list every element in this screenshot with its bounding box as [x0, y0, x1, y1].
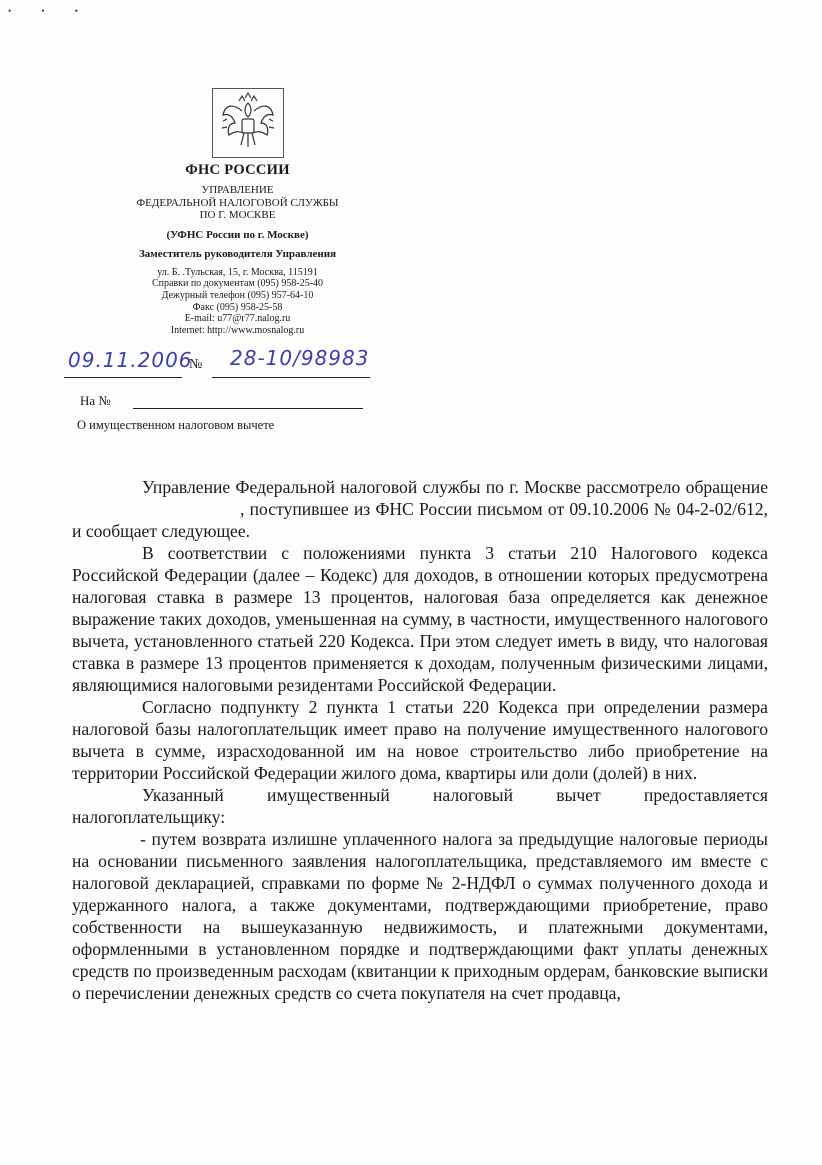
phone-documents: Справки по документам (095) 958-25-40 — [151, 278, 324, 290]
paragraph-5: - путем возврата излишне уплаченного налога за предыдущие налоговые периоды на основании письменного заявления налогоплательщика, представляемого им вместе с налоговой декларацией, справками по форме № 2-НДФЛ о суммах полученного дохода и удержанного налога, а также документами, подтверждающими приобретение, право собственности на вышеуказанную недвижимость, и платежными документами, оформленными в установленном порядке и подтверждающими факт уплаты денежных средств по произведенным расходам (квитанции к приходным ордерам, банковские выписки о перечислении денежных средств со счета покупателя на счет продавца, — [72, 829, 768, 1003]
website: Internet: http://www.mosnalog.ru — [170, 325, 305, 337]
signatory-title: Заместитель руководителя Управления — [138, 247, 337, 260]
contacts-block — [95, 267, 380, 337]
letter-subject: О имущественном налоговом вычете — [77, 418, 275, 432]
department-line-2: ФЕДЕРАЛЬНОЙ НАЛОГОВОЙ СЛУЖБЫ — [136, 196, 339, 209]
paragraph-4: Указанный имущественный налоговый вычет предоставляется налогоплательщику: — [72, 785, 768, 827]
short-name: (УФНС России по г. Москве) — [166, 228, 309, 241]
letter-body — [72, 476, 768, 1004]
email: E-mail: u77@r77.nalog.ru — [184, 313, 291, 325]
reference-label: На № — [80, 393, 111, 408]
paragraph-1-start: Управление Федеральной налоговой службы по г. Москве рассмотрело обращение — [142, 477, 768, 497]
phone-duty: Дежурный телефон (095) 957-64-10 — [161, 289, 314, 301]
department-line-3: ПО Г. МОСКВЕ — [199, 209, 276, 221]
reference-line — [133, 408, 363, 409]
organization-name: ФНС РОССИИ — [185, 162, 290, 178]
letterhead — [95, 88, 380, 337]
fax: Факс (095) 958-25-58 — [192, 301, 283, 313]
paragraph-1 — [72, 476, 768, 542]
state-emblem-icon — [212, 88, 284, 158]
department-line-1: УПРАВЛЕНИЕ — [201, 184, 274, 196]
registration-date: 09.11.2006 — [68, 348, 193, 372]
address: ул. Б. .Тульская, 15, г. Москва, 115191 — [157, 266, 318, 278]
registration-number: 28-10/98983 — [230, 346, 370, 370]
scan-marks: • • • — [8, 6, 92, 16]
paragraph-2: В соответствии с положениями пункта 3 статьи 210 Налогового кодекса Российской Федерации (далее – Кодекс) для доходов, в отношении которых предусмотрена налоговая ставка в размере 13 процентов, налоговая база определяется как денежное выражение таких доходов, уменьшенная на сумму, в частности, имущественного налогового вычета, установленного статьей 220 Кодекса. При этом следует иметь в виду, что налоговая ставка в размере 13 процентов применяется к доходам, полученным физическими лицами, являющимися налоговыми резидентами Российской Федерации. — [72, 543, 768, 695]
paragraph-1-end: , поступившее из ФНС России письмом от 09.10.2006 № 04-2-02/612, и сообщает следующее. — [72, 499, 768, 541]
paragraph-3: Согласно подпункту 2 пункта 1 статьи 220 Кодекса при определении размера налоговой базы налогоплательщик имеет право на получение имущественного налогового вычета в сумме, израсходованной им на новое строительство либо приобретение на территории Российской Федерации жилого дома, квартиры или доли (долей) в них. — [72, 697, 768, 783]
department-name — [95, 184, 380, 222]
number-sign: № — [189, 357, 203, 372]
